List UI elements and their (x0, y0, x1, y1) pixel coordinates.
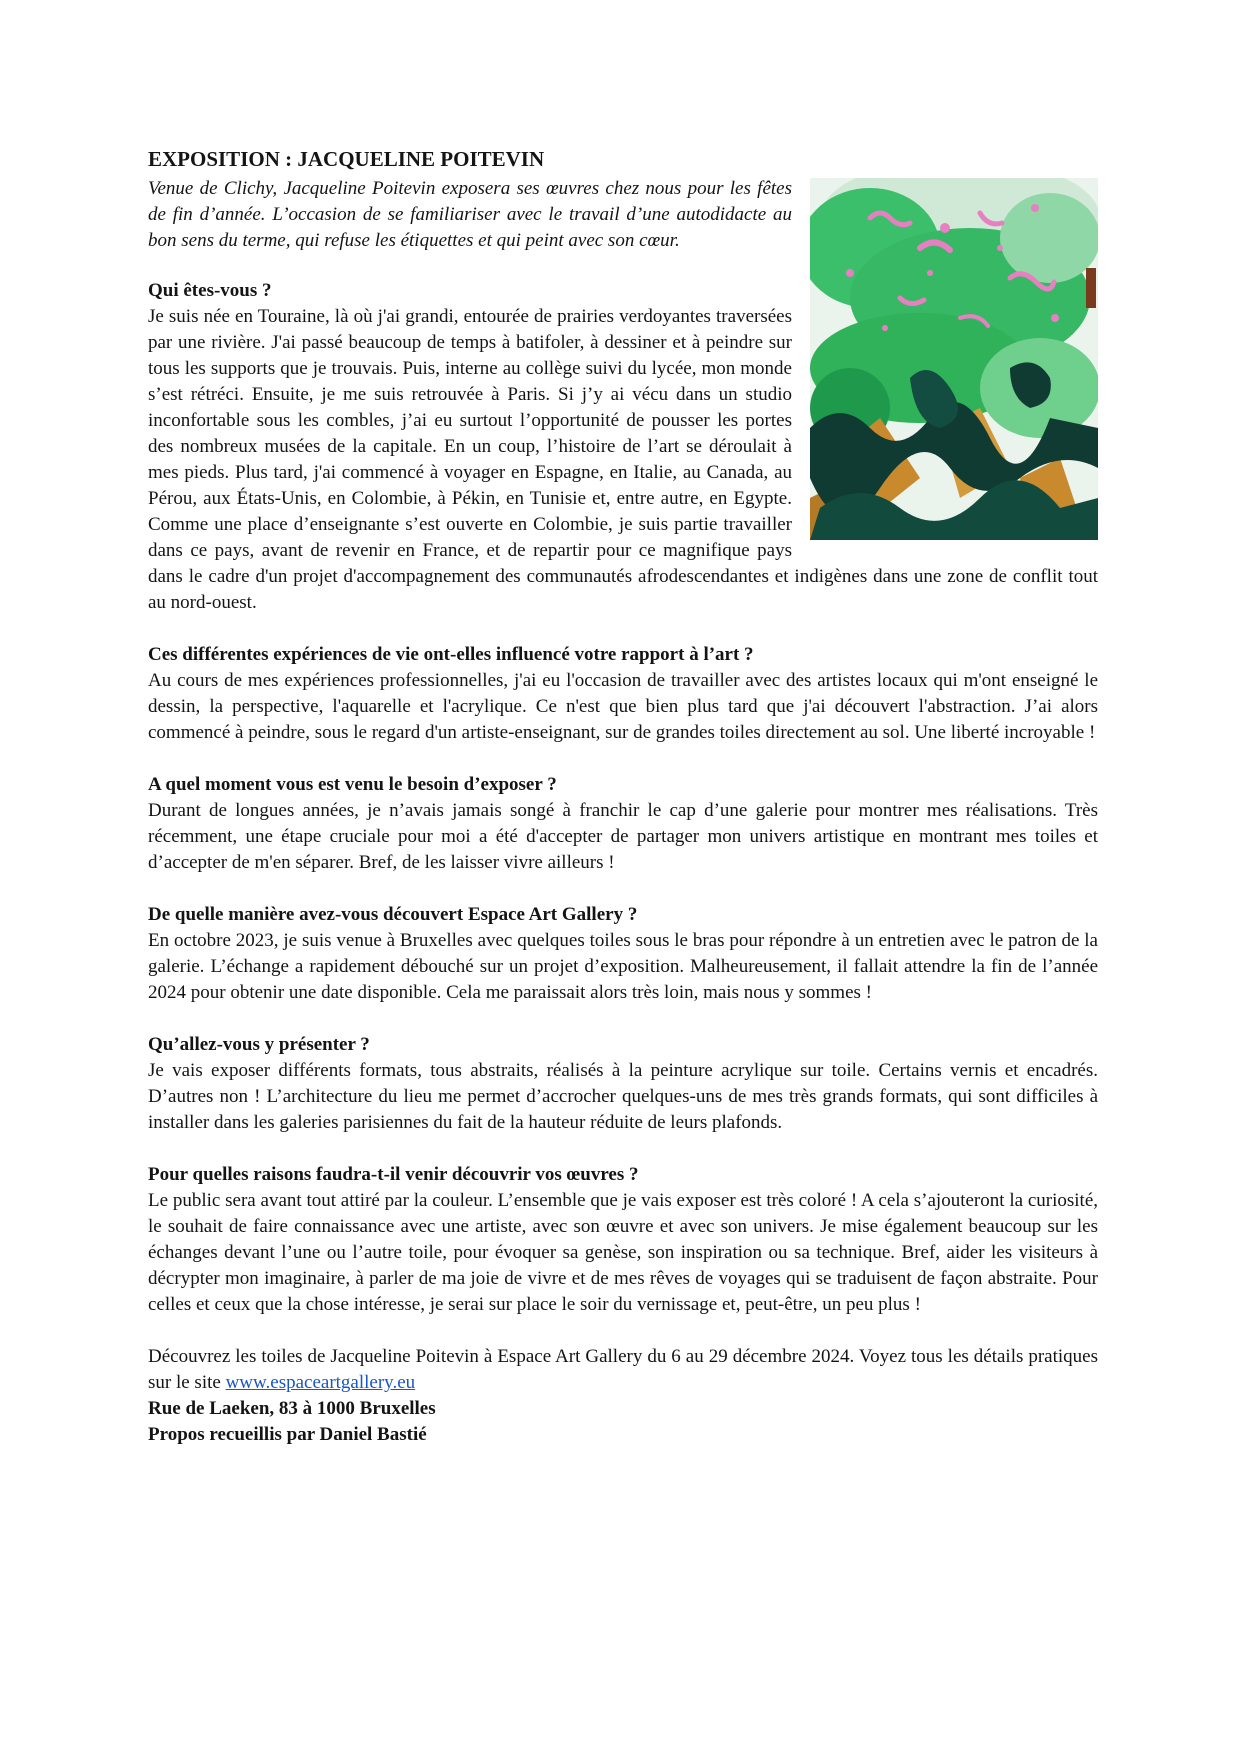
answer-text: Au cours de mes expériences professionnelles, j'ai eu l'occasion de travailler avec des artistes locaux qui m'ont enseigné le dessin, la perspective, l'aquarelle et l'acrylique. Ce n'est que bien plus tard que j'ai découvert l'abstraction. J’ai alors commencé à peindre, sous le regard d'un artiste-enseignant, sur de grandes toiles directement au sol. Une liberté incroyable ! (148, 670, 1098, 744)
interview-section (148, 902, 1098, 1006)
article-intro: Venue de Clichy, Jacqueline Poitevin exposera ses œuvres chez nous pour les fêtes de fin d’année. L’occasion de se familiariser avec le travail d’une autodidacte au bon sens du terme, qui refuse les étiquettes et qui peint avec son cœur. (148, 178, 792, 252)
article-title: EXPOSITION : JACQUELINE POITEVIN (148, 147, 545, 171)
interview-section (148, 1032, 1098, 1136)
gallery-address: Rue de Laeken, 83 à 1000 Bruxelles (148, 1398, 436, 1420)
closing-paragraph (148, 1344, 1098, 1396)
question-heading: Ces différentes expériences de vie ont-elles influencé votre rapport à l’art ? (148, 644, 754, 666)
answer-text: Je vais exposer différents formats, tous abstraits, réalisés à la peinture acrylique sur toile. Certains vernis et encadrés. D’autres non ! L’architecture du lieu me permet d’accrocher quelques-uns de mes très grands formats, qui sont difficiles à installer dans les galeries parisiennes du fait de la hauteur réduite de leurs plafonds. (148, 1060, 1098, 1134)
answer-text: Je suis née en Touraine, là où j'ai grandi, entourée de prairies verdoyantes traversées par une rivière. J'ai passé beaucoup de temps à batifoler, à dessiner et à peindre sur tous les supports que je trouvais. Puis, interne au collège suivi du lycée, mon monde s’est rétréci. Ensuite, je me suis retrouvée à Paris. Si j’y ai vécu dans un studio inconfortable sous les combles, j’ai eu surtout l’opportunité de pousser les portes des nombreux musées de la capitale. En un coup, l’histoire de l’art se déroulait à mes pieds. Plus tard, j'ai commencé à voyager en Espagne, en Italie, au Canada, au Pérou, aux États-Unis, en Colombie, à Pékin, en Tunisie et, entre autre, en Egypte. Comme une place d’enseignante s’est ouverte en Colombie, je suis partie travailler dans ce pays, avant de revenir en France, et de repartir pour ce magnifique pays dans le cadre d'un projet d'accompagnement des communautés afrodescendantes et indigènes dans une zone de conflit tout au nord-ouest. (148, 306, 1098, 614)
abstract-painting-icon (810, 178, 1098, 540)
interview-section (148, 772, 1098, 876)
closing-text: Découvrez les toiles de Jacqueline Poitevin à Espace Art Gallery du 6 au 29 décembre 2024. Voyez tous les détails pratiques sur le site (148, 1346, 1098, 1394)
interview-section (148, 642, 1098, 746)
question-heading: Qu’allez-vous y présenter ? (148, 1034, 370, 1056)
question-heading: A quel moment vous est venu le besoin d’exposer ? (148, 774, 557, 796)
article (148, 146, 1098, 1448)
answer-text: Durant de longues années, je n’avais jamais songé à franchir le cap d’une galerie pour montrer mes réalisations. Très récemment, une étape cruciale pour moi a été d'accepter de partager mon univers artistique en montrant mes toiles et d’accepter de m'en séparer. Bref, de les laisser vivre ailleurs ! (148, 800, 1098, 874)
answer-text: En octobre 2023, je suis venue à Bruxelles avec quelques toiles sous le bras pour répondre à un entretien avec le patron de la galerie. L’échange a rapidement débouché sur un projet d’exposition. Malheureusement, il fallait attendre la fin de l’année 2024 pour obtenir une date disponible. Cela me paraissait alors très loin, mais nous y sommes ! (148, 930, 1098, 1004)
question-heading: Qui êtes-vous ? (148, 280, 272, 302)
abstract-painting-image (810, 178, 1098, 540)
question-heading: Pour quelles raisons faudra-t-il venir découvrir vos œuvres ? (148, 1164, 639, 1186)
interview-credit: Propos recueillis par Daniel Bastié (148, 1424, 427, 1446)
gallery-website-link[interactable]: www.espaceartgallery.eu (225, 1372, 416, 1394)
interview-section (148, 1162, 1098, 1318)
answer-text: Le public sera avant tout attiré par la couleur. L’ensemble que je vais exposer est très coloré ! A cela s’ajouteront la curiosité, le souhait de faire connaissance avec une artiste, avec son œuvre et avec son univers. Je mise également beaucoup sur les échanges devant l’une ou l’autre toile, pour évoquer sa genèse, son inspiration ou sa technique. Bref, aider les visiteurs à décrypter mon imaginaire, à parler de ma joie de vivre et de mes rêves de voyages qui se traduisent de façon abstraite. Pour celles et ceux que la chose intéresse, je serai sur place le soir du vernissage et, peut-être, un peu plus ! (148, 1190, 1098, 1316)
question-heading: De quelle manière avez-vous découvert Espace Art Gallery ? (148, 904, 638, 926)
